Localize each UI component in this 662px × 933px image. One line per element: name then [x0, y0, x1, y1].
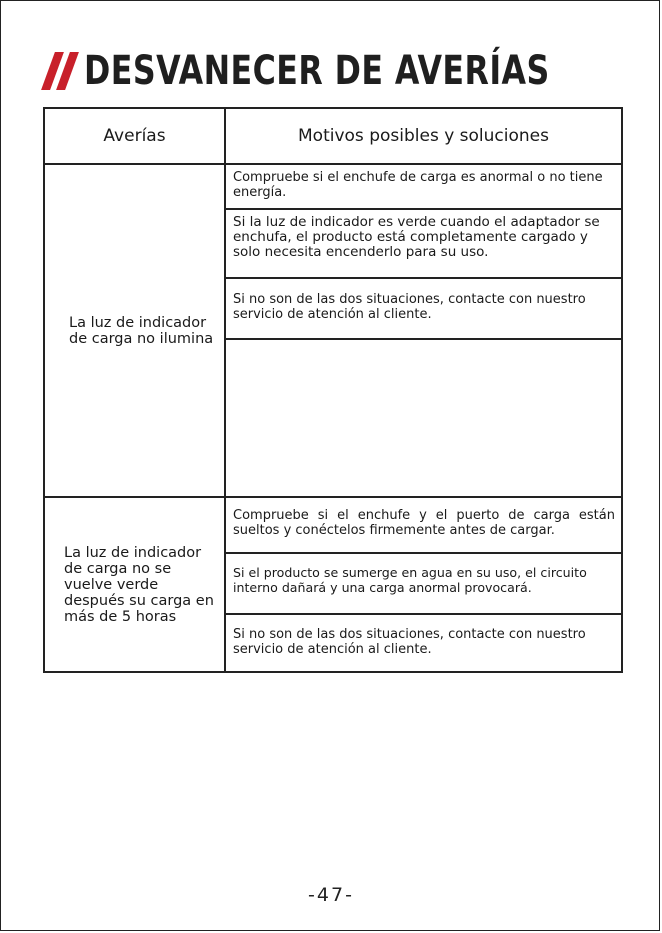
solution-text — [226, 340, 621, 345]
table-row — [44, 164, 622, 209]
solution-text: Si la luz de indicador es verde cuando el adaptador se enchufa, el producto está completamente cargado y solo necesita encenderlo para su uso. — [233, 214, 600, 260]
solution-text: Compruebe si el enchufe y el puerto de carga están sueltos y conéctelos firmemente antes de cargar. — [233, 508, 615, 538]
column-header-faults: Averías — [44, 108, 225, 164]
section-heading — [48, 48, 613, 94]
solution-cell — [225, 614, 622, 672]
solution-text: Si no son de las dos situaciones, contacte con nuestro servicio de atención al cliente. — [233, 292, 586, 322]
solution-cell — [225, 553, 622, 614]
troubleshooting-table — [43, 107, 623, 673]
double-slash-icon — [48, 52, 72, 90]
solution-cell — [225, 278, 622, 339]
solution-text: Si no son de las dos situaciones, contacte con nuestro servicio de atención al cliente. — [233, 627, 586, 657]
solution-cell — [225, 164, 622, 209]
fault-text: La luz de indicador de carga no ilumina — [69, 314, 214, 347]
fault-cell — [44, 164, 225, 497]
fault-cell — [44, 497, 225, 672]
solution-cell — [225, 209, 622, 278]
solution-cell — [225, 497, 622, 553]
fault-text: La luz de indicador de carga no se vuelve verde después su carga en más de 5 horas — [64, 544, 214, 625]
page-title: DESVANECER DE AVERÍAS — [84, 48, 550, 94]
page-number: -47- — [308, 884, 354, 906]
table-row — [44, 497, 622, 553]
column-header-solutions: Motivos posibles y soluciones — [225, 108, 622, 164]
solution-text: Compruebe si el enchufe de carga es anormal o no tiene energía. — [233, 170, 603, 200]
solution-text: Si el producto se sumerge en agua en su uso, el circuito interno dañará y una carga anormal provocará. — [233, 565, 587, 595]
solution-cell-empty — [225, 339, 622, 497]
